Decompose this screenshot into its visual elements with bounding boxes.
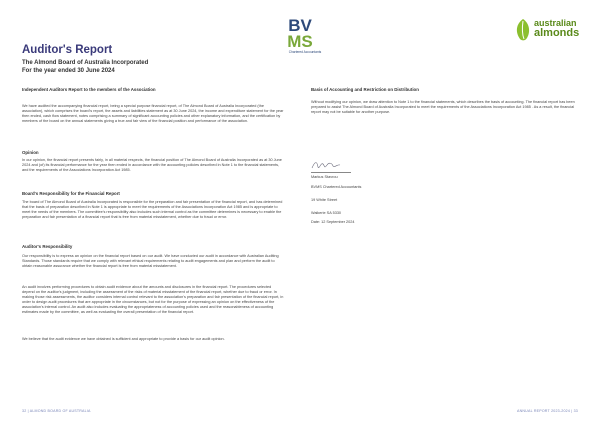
- aa-line2: almonds: [534, 27, 580, 39]
- bvms-logo-bottom: MS: [287, 32, 313, 51]
- auditor-paragraph-2: An audit involves performing procedures to obtain audit evidence about the amounts and disclosures in the financial report. The procedures selected depend on the auditor's judgment, including the assessment of the risks of material misstatement of the financial report, whether due to fraud or error. In making those risk assessments, the auditor considers internal control relevant to the association's preparation and fair presentation of the financial report, in order to design audit procedures that are appropriate in the circumstances, but not for the purpose of expressing an opinion on the effectiveness of the association's internal control. An audit also includes evaluating the appropriateness of accounting policies used and the reasonableness of accounting estimates made by the committee, as well as evaluating the overall presentation of the financial report.: [22, 285, 284, 314]
- opinion-paragraph: In our opinion, the financial report presents fairly, in all material respects, the financial position of The Almond Board of Australia Incorporated as at 30 June 2024 and (of) its financial performance for the year then ended in accordance with the accounting policies described in Note 1 to the financial statements, and the requirements of the Associations Incorporation Act 1985.: [22, 158, 282, 172]
- suburb-address: Waikerie SA 5330: [311, 211, 342, 215]
- australian-almonds-logo: [514, 18, 586, 44]
- independent-heading: Independent Auditors Report to the members of the Association: [22, 87, 156, 92]
- auditor-paragraph-3: We believe that the audit evidence we have obtained is sufficient and appropriate to provide a basis for our audit opinion.: [22, 337, 225, 341]
- almond-leaf-icon: [514, 18, 532, 42]
- organisation-name: The Almond Board of Australia Incorporated: [22, 60, 149, 66]
- footer-left: 32 | ALMOND BOARD OF AUSTRALIA: [22, 409, 91, 413]
- street-address: 19 White Street: [311, 198, 338, 202]
- opinion-heading: Opinion: [22, 150, 39, 155]
- period-label: For the year ended 30 June 2024: [22, 68, 115, 74]
- signer-name: Markus Stavrou: [311, 175, 338, 179]
- bvms-logo-top: BV: [288, 16, 312, 35]
- basis-heading: Basis of Accounting and Restriction on Distribution: [311, 87, 419, 92]
- intro-paragraph: We have audited the accompanying financial report, being a special purpose financial report, of The Almond Board of Australia Incorporated (the association), which comprises the board's report, the assets and liabilities statement as at 30 June 2024, the income and expenditure statement for the year then ended, cash flow statement, notes comprising a summary of significant accounting policies and other explanatory information, and the certification by members of the board on the annual statements giving a true and fair view of the financial position and performance of the association.: [22, 104, 284, 123]
- footer-right: ANNUAL REPORT 2023-2024 | 33: [516, 409, 578, 413]
- board-heading: Board's Responsibility for the Financial Report: [22, 191, 120, 196]
- bvms-logo: [277, 14, 323, 54]
- aa-line1: australian: [534, 18, 577, 28]
- signature-icon: [311, 159, 341, 171]
- auditor-heading: Auditor's Responsibility: [22, 244, 73, 249]
- firm-name: BVMS Chartered Accountants: [311, 185, 362, 189]
- basis-paragraph: Without modifying our opinion, we draw attention to Note 1 to the financial statements, which describes the basis of accounting. The financial report has been prepared to assist The Almond Board of Australia Incorporated to meet the requirements of the Associations Incorporation Act 1985 . As a result, the financial report may not be suitable for another purpose.: [311, 100, 575, 114]
- signature-line: [311, 172, 351, 173]
- board-paragraph: The board of The Almond Board of Australia Incorporated is responsible for the preparation and fair presentation of the financial report, and has determined that the basis of preparation described in Note 1 is appropriate to meet the requirements of the Associations Incorporation Act 1985 and is appropriate to meet the needs of the members. The committee's responsibility also includes such internal control as the committee determines is necessary to enable the preparation and fair presentation of a financial report that is free from material misstatement, whether due to fraud or error.: [22, 200, 283, 219]
- auditor-paragraph-1: Our responsibility is to express an opinion on the financial report based on our audit. We have conducted our audit in accordance with Australian Auditing Standards. Those standards require that we comply with relevant ethical requirements relating to audit engagements and plan and perform the audit to obtain reasonable assurance whether the financial report is free from material misstatement.: [22, 254, 279, 268]
- page-title: Auditor's Report: [22, 44, 113, 56]
- bvms-caption: Chartered Accountants: [288, 50, 322, 54]
- report-date: Date: 12 September 2024: [311, 220, 355, 224]
